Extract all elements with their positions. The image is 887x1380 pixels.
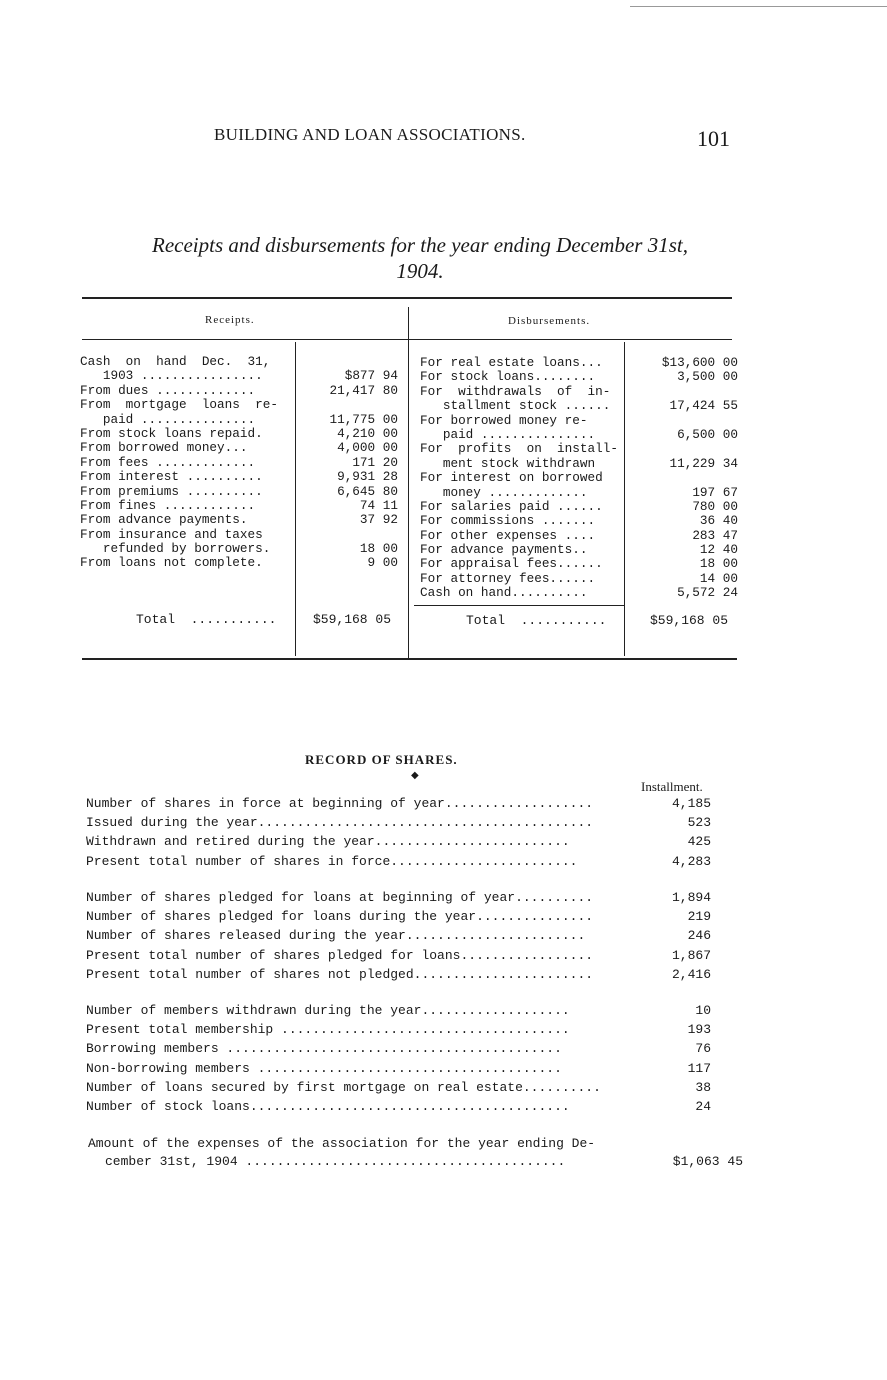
center-divider: [408, 307, 409, 658]
list-item: Present total number of shares not pledged....................... 2,416: [86, 966, 711, 982]
list-item: Non-borrowing members ....................................... 117: [86, 1060, 711, 1076]
table-row: For profits on install-: [420, 441, 618, 457]
table-row: From stock loans repaid. 4,210 00: [80, 425, 398, 441]
table-row: For attorney fees...... 14 00: [420, 570, 738, 586]
table-row: refunded by borrowers. 18 00: [80, 541, 398, 557]
table-row: For interest on borrowed: [420, 470, 603, 486]
table-row: For advance payments.. 12 40: [420, 542, 738, 558]
table-title: [70, 232, 770, 284]
table-row: For real estate loans... $13,600 00: [420, 355, 738, 370]
table-row: From insurance and taxes: [80, 526, 263, 542]
list-item: Number of loans secured by first mortgage on real estate.......... 38: [86, 1079, 711, 1095]
table-row: 1903 ................ $877 94: [80, 368, 398, 384]
running-title: BUILDING AND LOAN ASSOCIATIONS.: [214, 125, 526, 144]
disbursements-total-rule: [414, 605, 624, 606]
installment-column-head: Installment.: [641, 779, 703, 794]
table-row: For stock loans........ 3,500 00: [420, 369, 738, 385]
table-row: money ............. 197 67: [420, 484, 738, 500]
list-item: Present total number of shares pledged for loans................. 1,867: [86, 947, 711, 963]
list-item: Present total membership ..................................... 193: [86, 1022, 711, 1038]
list-item: Number of shares pledged for loans during the year............... 219: [86, 909, 711, 925]
table-row: For commissions ....... 36 40: [420, 513, 738, 529]
table-row: From fees ............. 171 20: [80, 454, 398, 470]
list-item: Number of shares released during the year....................... 246: [86, 928, 711, 944]
header-bottom-rule: [82, 339, 732, 340]
expenses-value: $1,063 45: [672, 1154, 743, 1169]
table-row: For salaries paid ...... 780 00: [420, 498, 738, 514]
expenses-line-1: Amount of the expenses of the association for the year ending De-: [88, 1136, 596, 1151]
table-title-line-2: 1904.: [396, 259, 444, 283]
table-row: From fines ............ 74 11: [80, 497, 398, 513]
table-row: From premiums .......... 6,645 80: [80, 483, 398, 499]
table-row: For withdrawals of in-: [420, 383, 611, 399]
table-title-line-1: Receipts and disbursements for the year ending December 31st,: [152, 233, 688, 257]
table-row: From borrowed money... 4,000 00: [80, 440, 398, 456]
table-row: From advance payments. 37 92: [80, 512, 398, 528]
receipts-table: [80, 355, 398, 571]
table-row: From interest .......... 9,931 28: [80, 469, 398, 485]
shares-group-1: [86, 796, 711, 873]
disbursements-table: [420, 356, 738, 601]
table-row: For other expenses .... 283 47: [420, 527, 738, 543]
shares-group-2: [86, 890, 711, 986]
table-row: For borrowed money re-: [420, 412, 588, 428]
table-bottom-rule: [82, 658, 737, 660]
table-top-rule: [82, 297, 732, 299]
record-of-shares-title: RECORD OF SHARES.: [305, 752, 458, 767]
table-row: stallment stock ...... 17,424 55: [420, 398, 738, 414]
table-row: paid ............... 11,775 00: [80, 411, 398, 427]
list-item: Number of members withdrawn during the year................... 10: [86, 1003, 711, 1018]
list-item: Issued during the year........................................... 523: [86, 815, 711, 831]
list-item: Borrowing members ........................................... 76: [86, 1041, 711, 1057]
list-item: Number of stock loans......................................... 24: [86, 1098, 711, 1114]
disbursements-total-amount: $59,168 05: [650, 613, 729, 628]
table-row: From loans not complete. 9 00: [80, 555, 398, 571]
expenses-statement: [88, 1135, 743, 1171]
table-row: From mortgage loans re-: [80, 397, 278, 413]
table-row: paid ............... 6,500 00: [420, 426, 738, 442]
receipts-heading: Receipts.: [205, 314, 255, 326]
receipts-total-amount: $59,168 05: [313, 612, 392, 627]
receipts-total-label: Total ...........: [136, 612, 277, 627]
expenses-line-2: cember 31st, 1904 ......................................... $1,063 45: [105, 1154, 743, 1169]
page-number: 101: [697, 126, 730, 151]
list-item: Present total number of shares in force........................ 4,283: [86, 853, 711, 869]
table-row: Cash on hand Dec. 31,: [80, 354, 271, 369]
list-item: Number of shares pledged for loans at beginning of year.......... 1,894: [86, 890, 711, 905]
disbursements-total-label: Total ...........: [466, 613, 607, 628]
table-row: From dues ............. 21,417 80: [80, 382, 398, 398]
top-edge-line: [630, 6, 887, 7]
disbursements-heading: Disbursements.: [508, 315, 591, 327]
list-item: Number of shares in force at beginning of year................... 4,185: [86, 796, 711, 811]
shares-group-3: [86, 1003, 711, 1118]
table-row: Cash on hand.......... 5,572 24: [420, 585, 738, 601]
list-item: Withdrawn and retired during the year......................... 425: [86, 834, 711, 850]
diamond-ornament-icon: ◆: [411, 770, 419, 781]
table-row: For appraisal fees...... 18 00: [420, 556, 738, 572]
table-row: ment stock withdrawn 11,229 34: [420, 455, 738, 471]
